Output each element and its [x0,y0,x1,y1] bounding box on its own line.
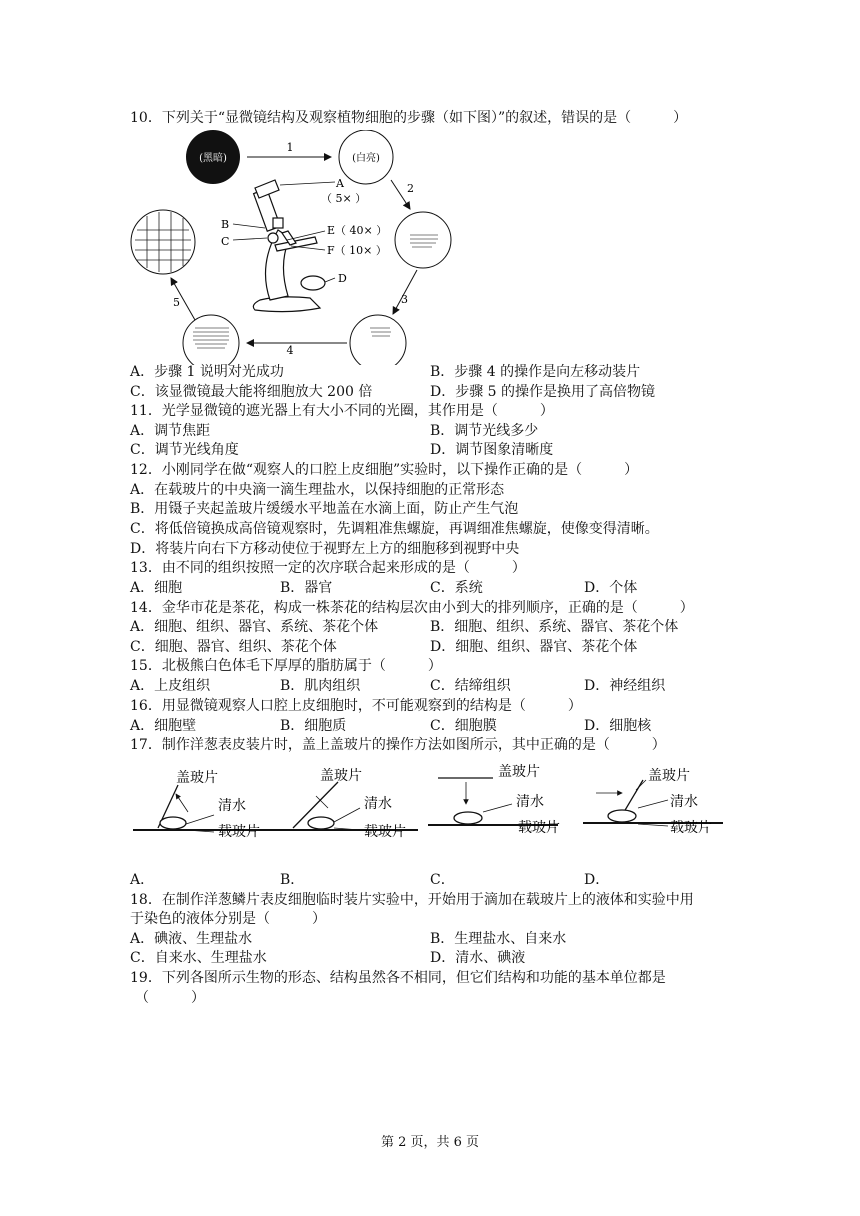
microscope-drawing [253,180,325,312]
svg-text:A: A [336,177,344,190]
q10-option-c: C．该显微镜最大能将细胞放大 200 倍 [130,384,373,400]
svg-text:盖玻片: 盖玻片 [648,768,690,784]
svg-text:清水: 清水 [218,798,246,814]
coverslip-methods-figure [128,760,728,845]
svg-text:载玻片: 载玻片 [218,824,260,840]
q16-option-a: A．细胞壁 [130,718,197,734]
q10-option-a: A．步骤 1 说明对光成功 [130,364,284,380]
q16-option-d: D．细胞核 [584,718,652,734]
svg-text:载玻片: 载玻片 [518,820,560,836]
q18-option-d: D．清水、碘液 [430,950,526,966]
q10-option-b: B．步骤 4 的操作是向左移动装片 [430,364,641,380]
svg-text:B: B [221,218,230,231]
q11-option-a: A．调节焦距 [130,423,211,439]
q11-option-c: C．调节光线角度 [130,442,239,458]
q13-option-d: D．个体 [584,580,638,596]
svg-text:C: C [221,235,230,248]
q12-option-c: C．将低倍镜换成高倍镜观察时，先调粗准焦螺旋，再调细准焦螺旋，使像变得清晰。 [130,521,659,537]
q14-option-c: C．细胞、器官、组织、茶花个体 [130,639,337,655]
q17-option-a: A． [130,872,155,888]
q13-option-a: A．细胞 [130,580,183,596]
q14-option-b: B．细胞、组织、系统、器官、茶花个体 [430,619,679,635]
q18-stem-line2: 于染色的液体分别是（ ） [130,911,326,927]
svg-text:3: 3 [401,293,408,306]
q18-stem-line1: 18．在制作洋葱鳞片表皮细胞临时装片实验中，开始用于滴加在载玻片上的液体和实验中用 [130,892,694,908]
svg-text:F（ 10× ）: F（ 10× ） [327,244,387,257]
svg-text:5: 5 [173,296,180,309]
q17-option-b: B． [280,872,305,888]
svg-text:盖玻片: 盖玻片 [320,768,362,784]
view-circle-2 [395,212,451,268]
q14-option-d: D．细胞、组织、器官、茶花个体 [430,639,638,655]
q14-option-a: A．细胞、组织、器官、系统、茶花个体 [130,619,379,635]
dark-field-label: (黑暗) [199,153,227,164]
svg-text:载玻片: 载玻片 [670,820,712,836]
svg-text:D: D [338,272,347,285]
svg-text:清水: 清水 [670,794,698,810]
bright-field-label: (白亮) [352,153,380,164]
q15-option-c: C．结缔组织 [430,678,511,694]
q18-option-c: C．自来水、生理盐水 [130,950,267,966]
svg-text:E（ 40× ）: E（ 40× ） [327,224,388,237]
view-circle-5 [131,210,195,274]
svg-text:清水: 清水 [516,794,544,810]
q15-option-b: B．肌肉组织 [280,678,361,694]
svg-text:1: 1 [286,141,294,154]
q13-option-c: C．系统 [430,580,483,596]
method-b [278,782,418,830]
q12-option-b: B．用镊子夹起盖玻片缓缓水平地盖在水滴上面，防止产生气泡 [130,501,519,517]
q11-option-d: D．调节图象清晰度 [430,442,554,458]
svg-text:4: 4 [286,344,294,357]
q19-stem-line1: 19．下列各图所示生物的形态、结构虽然各不相同，但它们结构和功能的基本单位都是 [130,970,666,986]
q15-option-a: A．上皮组织 [130,678,211,694]
page-footer: 第 2 页，共 6 页 [380,1135,480,1150]
q12-option-a: A．在载玻片的中央滴一滴生理盐水，以保持细胞的正常形态 [130,482,505,498]
q12-stem: 12．小刚同学在做“观察人的口腔上皮细胞”实验时，以下操作正确的是（ ） [130,462,639,478]
svg-text:2: 2 [407,182,414,195]
q17-option-d: D． [584,872,610,888]
q12-option-d: D．将装片向右下方移动使位于视野左上方的细胞移到视野中央 [130,541,520,557]
q13-option-b: B．器官 [280,580,333,596]
q16-option-c: C．细胞膜 [430,718,497,734]
q10-option-d: D．步骤 5 的操作是换用了高倍物镜 [430,384,656,400]
svg-text:盖玻片: 盖玻片 [498,764,540,780]
q18-option-b: B．生理盐水、自来水 [430,931,567,947]
svg-text:盖玻片: 盖玻片 [176,770,218,786]
q17-stem: 17．制作洋葱表皮装片时，盖上盖玻片的操作方法如图所示，其中正确的是（ ） [130,737,666,753]
q16-option-b: B．细胞质 [280,718,347,734]
svg-text:（ 5× ）: （ 5× ） [321,192,367,205]
q10-stem: 10．下列关于“显微镜结构及观察植物细胞的步骤（如下图）”的叙述，错误的是（ ） [130,110,688,126]
q14-stem: 14．金华市花是茶花，构成一株茶花的结构层次由小到大的排列顺序，正确的是（ ） [130,600,694,616]
q18-option-a: A．碘液、生理盐水 [130,931,253,947]
microscope-steps-figure [125,130,465,365]
q17-option-c: C． [430,872,455,888]
q15-stem: 15．北极熊白色体毛下厚厚的脂肪属于（ ） [130,658,442,674]
q16-stem: 16．用显微镜观察人口腔上皮细胞时，不可能观察到的结构是（ ） [130,698,582,714]
svg-text:载玻片: 载玻片 [364,824,406,840]
q11-stem: 11．光学显微镜的遮光器上有大小不同的光圈，其作用是（ ） [130,403,554,419]
q19-stem-line2: （ ） [135,990,205,1006]
view-circle-3 [350,315,406,365]
svg-text:清水: 清水 [364,796,392,812]
q13-stem: 13．由不同的组织按照一定的次序联合起来形成的是（ ） [130,560,526,576]
q11-option-b: B．调节光线多少 [430,423,539,439]
q15-option-d: D．神经组织 [584,678,666,694]
